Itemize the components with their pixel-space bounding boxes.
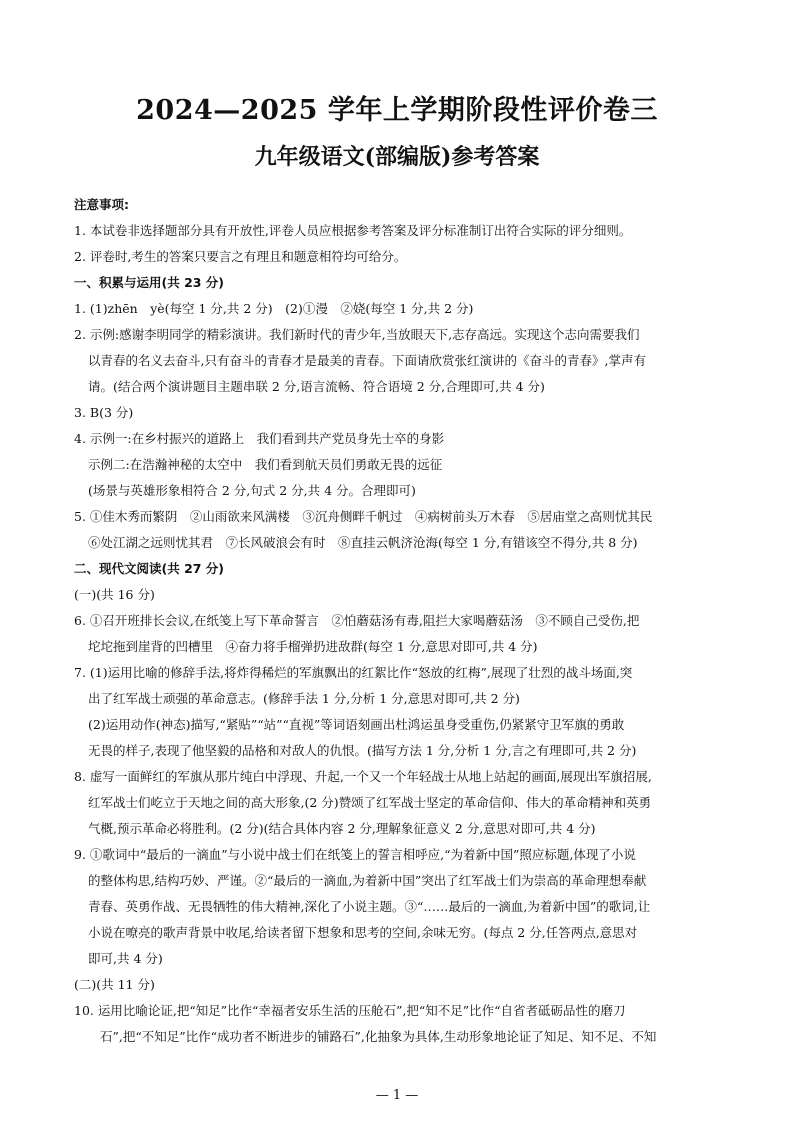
question-4: 4. 示例一:在乡村振兴的道路上 我们看到共产党员身先士卒的身影: [74, 431, 445, 446]
question-9: 9. ①歌词中“最后的一滴血”与小说中战士们在纸笺上的誓言相呼应,“为着新中国”照应标题,体现了小说: [74, 847, 636, 862]
notice-item: 1. 本试卷非选择题部分具有开放性,评卷人员应根据参考答案及评分标准制订出符合实际的评分细则。: [74, 223, 632, 238]
question-8-cont: 气概,预示革命必将胜利。(2 分)(结合具体内容 2 分,理解象征意义 2 分,意思对即可,共 4 分): [88, 821, 596, 836]
question-7-cont: (2)运用动作(神态)描写,“紧贴”“站”“直视”等词语刻画出杜鸿运虽身受重伤,仍紧紧守卫军旗的勇敢: [88, 717, 625, 732]
notice-heading: 注意事项:: [74, 197, 129, 212]
question-4-cont: (场景与英雄形象相符合 2 分,句式 2 分,共 4 分。合理即可): [88, 483, 416, 498]
question-10: 10. 运用比喻论证,把“知足”比作“幸福者安乐生活的压舱石”,把“知不足”比作“自省者砥砺品性的磨刀: [74, 1003, 626, 1018]
question-6: 6. ①召开班排长会议,在纸笺上写下革命誓言 ②怕蘑菇汤有毒,阻拦大家喝蘑菇汤 ③不顾自己受伤,把: [74, 613, 640, 628]
question-2-cont: 请。(结合两个演讲题目主题串联 2 分,语言流畅、符合语境 2 分,合理即可,共 4 分): [88, 379, 545, 394]
question-4-cont: 示例二:在浩瀚神秘的太空中 我们看到航天员们勇敢无畏的远征: [88, 457, 443, 472]
question-9-cont: 小说在嘹亮的歌声背景中收尾,给读者留下想象和思考的空间,余味无穷。(每点 2 分,任答两点,意思对: [88, 925, 638, 940]
question-1: 1. (1)zhēn yè(每空 1 分,共 2 分) (2)①漫 ②娆(每空 1 分,共 2 分): [74, 301, 474, 316]
part-heading: (一)(共 16 分): [74, 587, 155, 602]
question-6-cont: 坨坨拖到崖背的凹槽里 ④奋力将手榴弹扔进敌群(每空 1 分,意思对即可,共 4 分): [88, 639, 538, 654]
notice-item: 2. 评卷时,考生的答案只要言之有理且和题意相符均可给分。: [74, 249, 407, 264]
question-7-cont: 无畏的样子,表现了他坚毅的品格和对敌人的仇恨。(描写方法 1 分,分析 1 分,言之有理即可,共 2 分): [88, 743, 637, 758]
section-heading: 二、现代文阅读(共 27 分): [74, 561, 225, 576]
question-5-cont: ⑥处江湖之远则忧其君 ⑦长风破浪会有时 ⑧直挂云帆济沧海(每空 1 分,有错该空不得分,共 8 分): [88, 535, 638, 550]
question-9-cont: 青春、英勇作战、无畏牺牲的伟大精神,深化了小说主题。③“……最后的一滴血,为着新中国”的歌词,让: [88, 899, 651, 914]
question-3: 3. B(3 分): [74, 405, 134, 420]
question-9-cont: 的整体构思,结构巧妙、严谨。②“最后的一滴血,为着新中国”突出了红军战士们为崇高的革命理想奉献: [88, 873, 647, 888]
answer-content: [74, 192, 722, 1050]
page-title: 2024—2025 学年上学期阶段性评价卷三: [136, 95, 658, 126]
section-heading: 一、积累与运用(共 23 分): [74, 275, 225, 290]
question-8-cont: 红军战士们屹立于天地之间的高大形象,(2 分)赞颂了红军战士坚定的革命信仰、伟大的革命精神和英勇: [88, 795, 652, 810]
question-2: 2. 示例:感谢李明同学的精彩演讲。我们新时代的青少年,当放眼天下,志存高远。实现这个志向需要我们: [74, 327, 640, 342]
page-subtitle: 九年级语文(部编版)参考答案: [254, 144, 540, 170]
question-5: 5. ①佳木秀而繁阴 ②山雨欲来风满楼 ③沉舟侧畔千帆过 ④病树前头万木春 ⑤居庙堂之高则忧其民: [74, 509, 653, 524]
question-2-cont: 以青春的名义去奋斗,只有奋斗的青春才是最美的青春。下面请欣赏张红演讲的《奋斗的青春》,掌声有: [88, 353, 646, 368]
question-9-cont: 即可,共 4 分): [88, 951, 163, 966]
question-10-cont: 石”,把“不知足”比作“成功者不断进步的铺路石”,化抽象为具体,生动形象地论证了知足、知不足、不知: [100, 1029, 657, 1044]
part-heading: (二)(共 11 分): [74, 977, 155, 992]
page-number: — 1 —: [375, 1088, 419, 1103]
question-7-cont: 出了红军战士顽强的革命意志。(修辞手法 1 分,分析 1 分,意思对即可,共 2 分): [88, 691, 520, 706]
question-7: 7. (1)运用比喻的修辞手法,将炸得稀烂的军旗飘出的红絮比作“怒放的红梅”,展现了壮烈的战斗场面,突: [74, 665, 633, 680]
question-8: 8. 虚写一面鲜红的军旗从那片纯白中浮现、升起,一个又一个年轻战士从地上站起的画面,展现出军旗招展,: [74, 769, 652, 784]
